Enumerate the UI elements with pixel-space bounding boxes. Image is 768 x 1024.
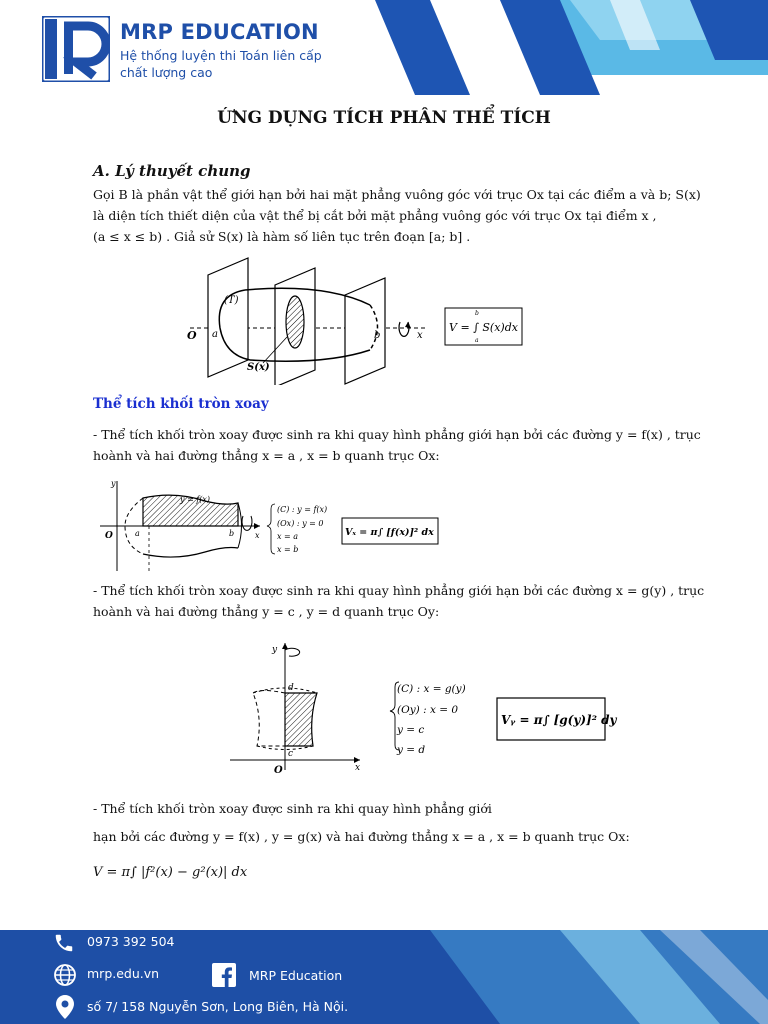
fig1-label-T: (T) bbox=[224, 295, 239, 306]
section-a-line-3: (a ≤ x ≤ b) . Giả sử S(x) là hàm số liên tục trên đoạn [a; b] . bbox=[93, 229, 471, 244]
fig2-system-4: x = b bbox=[277, 545, 299, 554]
fig2-label-O: O bbox=[105, 531, 113, 541]
section-b-p1-line-2: hoành và hai đường thẳng x = a , x = b quanh trục Ox: bbox=[93, 448, 440, 463]
fig2-system-2: (Ox) : y = 0 bbox=[277, 519, 324, 528]
brand-tagline: Hệ thống luyện thi Toán liên cấp chất lượng cao bbox=[120, 48, 322, 80]
fig2-label-x: x bbox=[255, 531, 260, 540]
header-decoration bbox=[0, 0, 768, 110]
fig2-formula: Vₓ = π∫ [f(x)]² dx bbox=[345, 527, 434, 538]
footer-phone[interactable]: 0973 392 504 bbox=[87, 934, 175, 949]
fig2-label-y: y bbox=[111, 479, 116, 488]
brand-name: MRP EDUCATION bbox=[120, 20, 319, 44]
location-pin-icon bbox=[55, 995, 75, 1019]
footer-facebook[interactable]: MRP Education bbox=[249, 968, 343, 983]
section-b-p2-line-1: - Thể tích khối tròn xoay được sinh ra khi quay hình phẳng giới hạn bởi các đường x = g(y) , trục bbox=[93, 583, 705, 598]
fig3-system-2: (Oy) : x = 0 bbox=[397, 704, 459, 716]
fig3-system-3: y = c bbox=[397, 724, 425, 736]
figure-solid-volume bbox=[175, 255, 535, 385]
section-a-heading: A. Lý thuyết chung bbox=[93, 162, 251, 180]
section-b-heading: Thể tích khối tròn xoay bbox=[93, 396, 269, 412]
fig1-label-b: b bbox=[374, 330, 381, 341]
page-title: ỨNG DỤNG TÍCH PHÂN THỂ TÍCH bbox=[217, 108, 551, 128]
footer-address: số 7/ 158 Nguyễn Sơn, Long Biên, Hà Nội. bbox=[87, 999, 349, 1014]
fig1-lower-limit: a bbox=[475, 337, 479, 344]
fig2-label-a: a bbox=[135, 529, 140, 538]
fig2-label-curve: y = f(x) bbox=[180, 495, 211, 504]
section-b-p3-line-1: - Thể tích khối tròn xoay được sinh ra khi quay hình phẳng giới bbox=[93, 801, 492, 816]
fig3-label-c: c bbox=[288, 749, 294, 759]
fig1-label-x: x bbox=[417, 330, 423, 341]
section-b-p2-line-2: hoành và hai đường thẳng y = c , y = d quanh trục Oy: bbox=[93, 604, 440, 619]
globe-icon bbox=[53, 963, 77, 987]
figure-revolution-ox bbox=[95, 476, 455, 576]
fig3-label-y: y bbox=[272, 645, 278, 655]
fig2-system-1: (C) : y = f(x) bbox=[277, 505, 328, 514]
fig1-formula: V = ∫ S(x)dx bbox=[449, 321, 518, 334]
fig1-label-a: a bbox=[212, 329, 218, 340]
section-b-p1-line-1: - Thể tích khối tròn xoay được sinh ra khi quay hình phẳng giới hạn bởi các đường y = f(x) , trục bbox=[93, 427, 701, 442]
fig1-label-O: O bbox=[187, 329, 197, 342]
fig3-system-1: (C) : x = g(y) bbox=[397, 683, 466, 695]
section-b-p3-formula: V = π∫ |f²(x) − g²(x)| dx bbox=[93, 865, 248, 880]
section-b-p3-line-2: hạn bởi các đường y = f(x) , y = g(x) và hai đường thẳng x = a , x = b quanh trục Ox: bbox=[93, 829, 630, 844]
fig2-label-b: b bbox=[229, 529, 235, 538]
figure-revolution-oy bbox=[225, 638, 625, 778]
footer-website[interactable]: mrp.edu.vn bbox=[87, 966, 160, 981]
logo bbox=[42, 16, 110, 82]
fig3-label-x: x bbox=[355, 763, 361, 773]
fig3-formula: Vᵧ = π∫ [g(y)]² dy bbox=[501, 713, 617, 727]
fig3-system-4: y = d bbox=[397, 744, 426, 756]
fig3-label-O: O bbox=[274, 765, 283, 776]
fig1-upper-limit: b bbox=[475, 310, 479, 317]
fig1-label-Sx: S(x) bbox=[247, 362, 270, 373]
section-a-line-1: Gọi B là phần vật thể giới hạn bởi hai mặt phẳng vuông góc với trục Ox tại các điểm a và b; S(x) bbox=[93, 187, 701, 202]
fig3-label-d: d bbox=[288, 683, 294, 693]
facebook-icon bbox=[212, 963, 236, 987]
phone-icon bbox=[53, 932, 75, 954]
fig2-system-3: x = a bbox=[277, 532, 299, 541]
section-a-line-2: là diện tích thiết diện của vật thể bị cắt bởi mặt phẳng vuông góc với trục Ox tại điểm x , bbox=[93, 208, 657, 223]
